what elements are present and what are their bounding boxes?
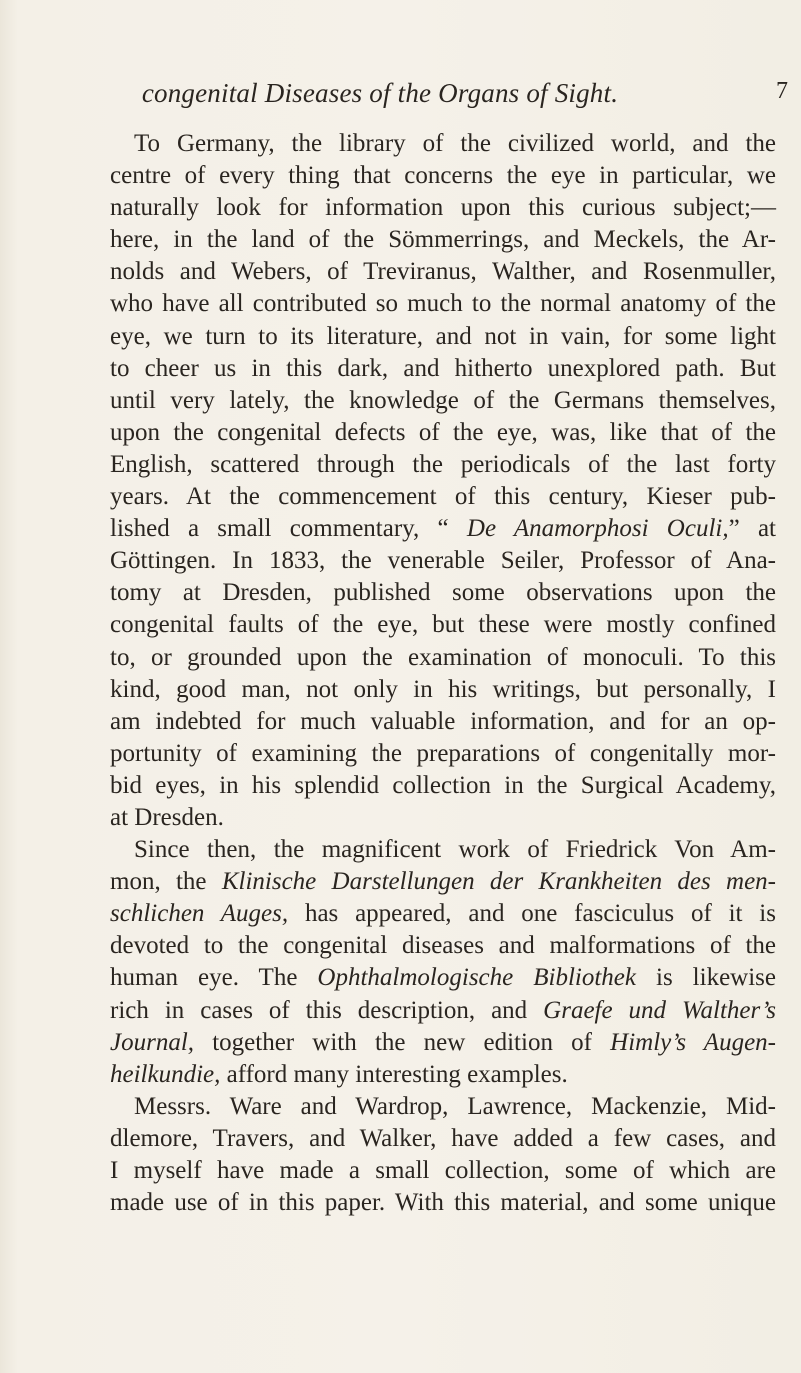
page-number: 7 bbox=[776, 78, 788, 104]
text-line: human eye. The Ophthalmologische Bibliothek is likewise bbox=[110, 964, 776, 992]
text-line: mon, the Klinische Darstellungen der Krankheiten des men- bbox=[110, 868, 776, 896]
text-line: am indebted for much valuable information, and for an op- bbox=[110, 707, 776, 735]
running-head-title: congenital Diseases of the Organs of Sight. bbox=[141, 78, 619, 108]
text-line: congenital faults of the eye, but these were mostly confined bbox=[110, 611, 776, 639]
text-line: I myself have made a small collection, some of which are bbox=[110, 1157, 776, 1184]
text-line: made use of in this paper. With this material, and some unique bbox=[110, 1189, 776, 1217]
text-line: portunity of examining the preparations of congenitally mor- bbox=[110, 739, 776, 767]
text-line: nolds and Webers, of Treviranus, Walther, and Rosenmuller, bbox=[110, 258, 776, 286]
text-line: centre of every thing that concerns the eye in particular, we bbox=[110, 162, 776, 190]
text-line: naturally look for information upon this curious subject;— bbox=[110, 194, 776, 222]
text-line: here, in the land of the Sömmerrings, and Meckels, the Ar- bbox=[110, 226, 776, 254]
text-line: to cheer us in this dark, and hitherto unexplored path. But bbox=[110, 354, 776, 382]
text-line: kind, good man, not only in his writings, but personally, I bbox=[110, 675, 776, 703]
text-line: years. At the commencement of this century, Kieser pub- bbox=[110, 483, 776, 511]
text-line: Göttingen. In 1833, the venerable Seiler, Professor of Ana- bbox=[110, 547, 776, 575]
text-line: rich in cases of this description, and Graefe und Walther’s bbox=[110, 996, 777, 1024]
text-line: tomy at Dresden, published some observations upon the bbox=[110, 579, 776, 607]
text-line: schlichen Auges, has appeared, and one fasciculus of it is bbox=[110, 900, 776, 928]
text-line: heilkundie, afford many interesting examples. bbox=[110, 1060, 568, 1088]
text-line: lished a small commentary, “ De Anamorphosi Oculi,” at bbox=[110, 515, 776, 543]
text-line: Messrs. Ware and Wardrop, Lawrence, Mackenzie, Mid- bbox=[134, 1092, 776, 1120]
text-line: at Dresden. bbox=[110, 803, 224, 831]
text-line: English, scattered through the periodicals of the last forty bbox=[110, 450, 776, 478]
body-text bbox=[110, 128, 776, 1219]
text-line: to, or grounded upon the examination of monoculi. To this bbox=[110, 643, 776, 671]
text-line: upon the congenital defects of the eye, was, like that of the bbox=[110, 418, 776, 446]
running-head bbox=[0, 78, 801, 118]
text-line: dlemore, Travers, and Walker, have added a few cases, and bbox=[110, 1124, 776, 1152]
text-line: eye, we turn to its literature, and not in vain, for some light bbox=[110, 322, 776, 350]
text-line: until very lately, the knowledge of the Germans themselves, bbox=[110, 386, 776, 414]
text-line: Since then, the magnificent work of Friedrick Von Am- bbox=[134, 836, 776, 864]
text-line: bid eyes, in his splendid collection in the Surgical Academy, bbox=[110, 771, 776, 799]
text-line: who have all contributed so much to the normal anatomy of the bbox=[110, 290, 776, 318]
text-line: devoted to the congenital diseases and malformations of the bbox=[110, 932, 776, 960]
text-line: To Germany, the library of the civilized world, and the bbox=[134, 130, 776, 157]
text-line: Journal, together with the new edition of Himly’s Augen- bbox=[110, 1028, 776, 1056]
